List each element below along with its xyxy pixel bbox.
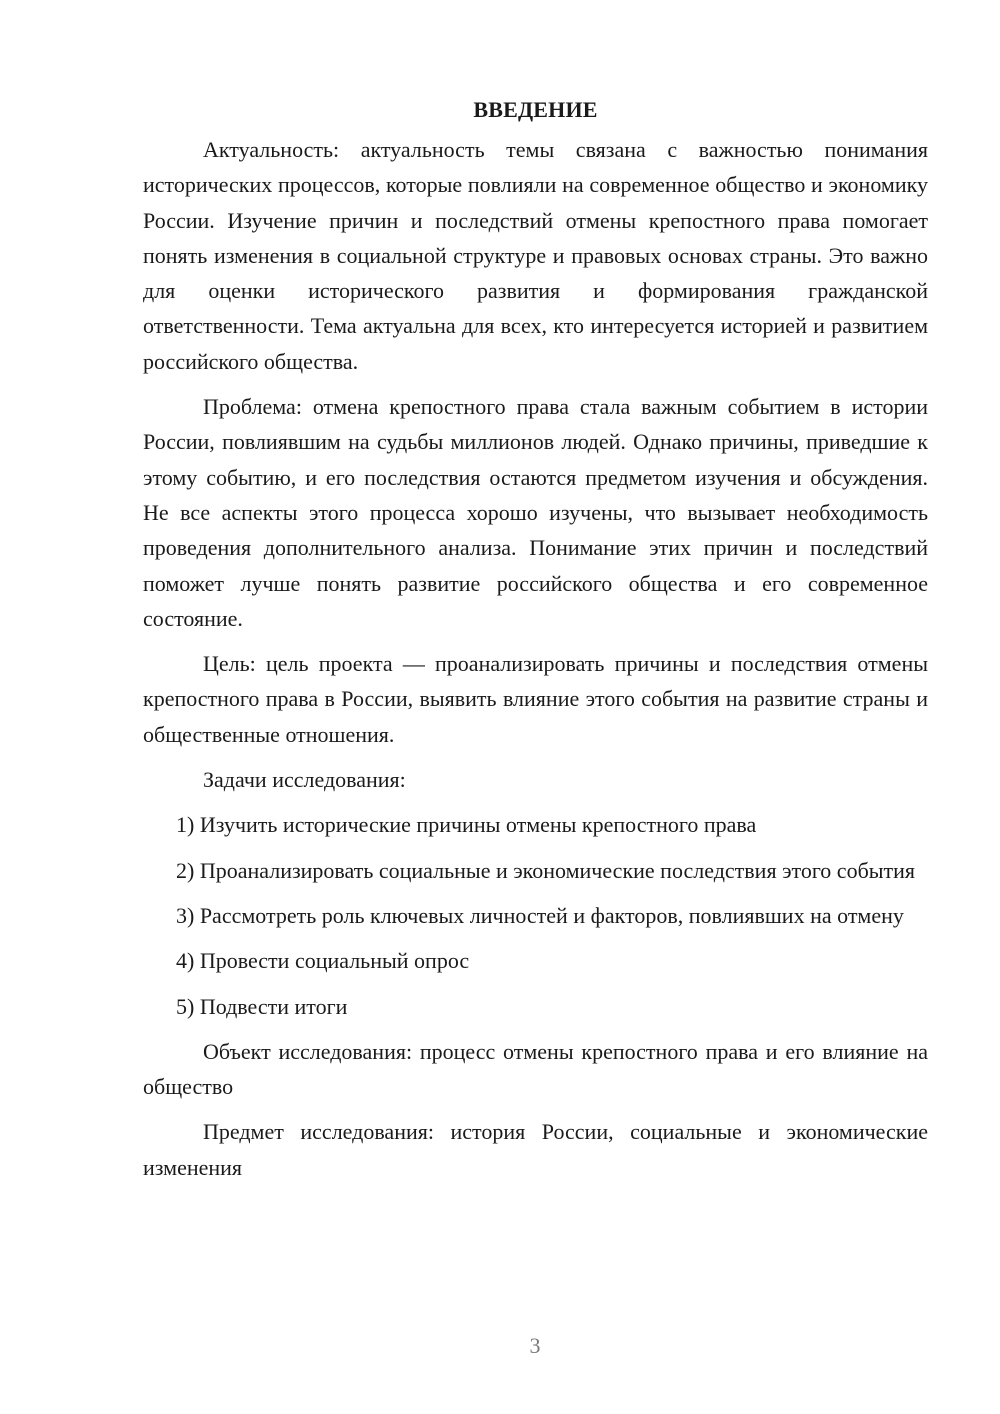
list-item: 3) Рассмотреть роль ключевых личностей и факторов, повлиявших на отмену (176, 902, 904, 928)
section-heading: ВВЕДЕНИЕ (473, 97, 598, 122)
list-item: 5) Подвести итоги (176, 993, 348, 1019)
paragraph-tasks-intro: Задачи исследования: (203, 767, 406, 793)
list-item: 4) Провести социальный опрос (176, 948, 470, 974)
paragraph-problem: Проблема: отмена крепостного права стала важным событием в истории России, повлиявшим на судьбы миллионов людей. Однако причины, приведшие к этому событию, и его последствия остаются предметом изучения и обсуждения. Не все аспекты этого процесса хорошо изучены, что вызывает необходимость проведения дополнительного анализа. Понимание этих причин и последствий поможет лучше понять развитие российского общества и его современное состояние. (143, 394, 928, 631)
paragraph-goal: Цель: цель проекта — проанализировать причины и последствия отмены крепостного права в России, выявить влияние этого события на развитие страны и общественные отношения. (143, 651, 928, 747)
page-number: 3 (529, 1333, 541, 1358)
paragraph-relevance: Актуальность: актуальность темы связана с важностью понимания исторических процессов, которые повлияли на современное общество и экономику России. Изучение причин и последствий отмены крепостного права помогает понять изменения в социальной структуре и правовых основах страны. Это важно для оценки исторического развития и формирования гражданской ответственности. Тема актуальна для всех, кто интересуется историей и развитием российского общества. (143, 137, 928, 374)
paragraph-subject: Предмет исследования: история России, социальные и экономические изменения (143, 1119, 928, 1180)
tasks-list (143, 807, 928, 1023)
list-item: 2) Проанализировать социальные и экономические последствия этого события (176, 857, 916, 883)
list-item: 1) Изучить исторические причины отмены крепостного права (176, 812, 757, 838)
document-page (143, 92, 928, 1195)
paragraph-object: Объект исследования: процесс отмены крепостного права и его влияние на общество (143, 1038, 928, 1100)
